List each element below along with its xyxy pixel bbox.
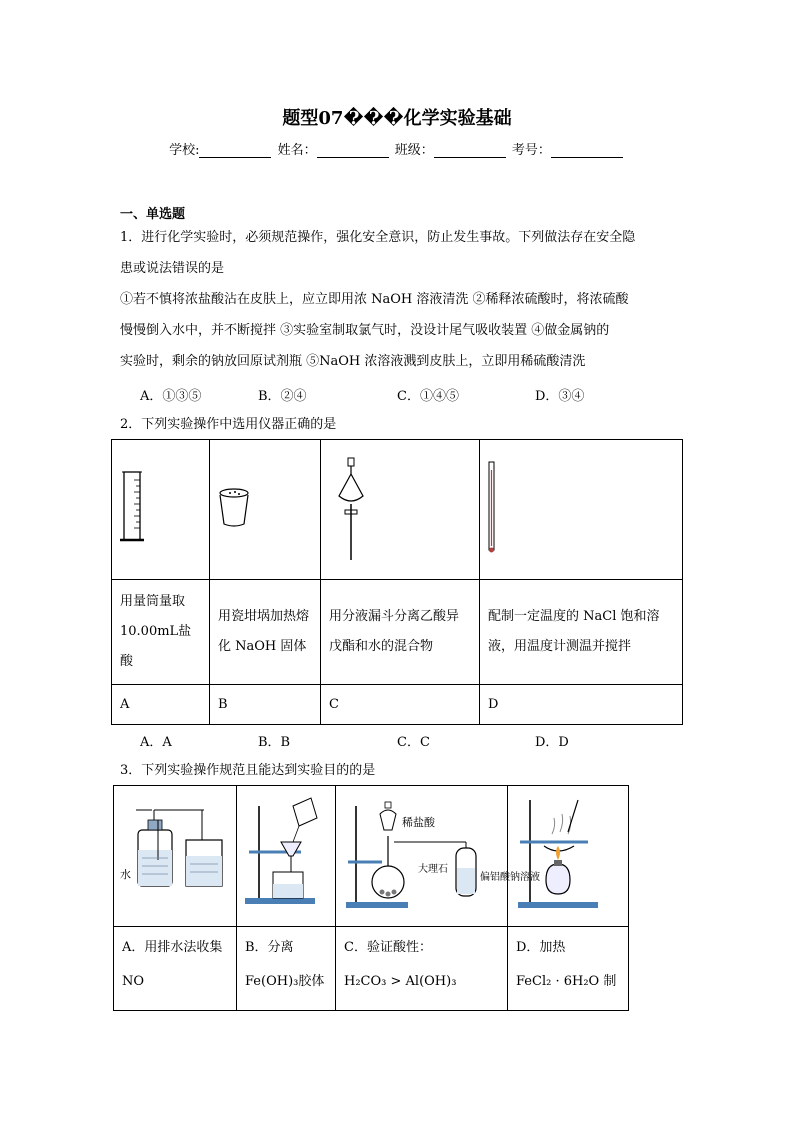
q2-label-c: C bbox=[321, 685, 480, 725]
school-label: 学校: bbox=[169, 143, 200, 158]
q1-stem-line2: 患或说法错误的是 bbox=[120, 261, 225, 276]
q1-body-line2: 慢慢倒入水中，并不断搅拌 ③实验室制取氯气时，没设计尾气吸收装置 ④做金属钠的 bbox=[120, 323, 610, 338]
q3-img-a-label: 水 bbox=[120, 868, 131, 881]
q3-caption-d-line2: FeCl₂ · 6H₂O 制 bbox=[516, 974, 617, 989]
q2-label-row bbox=[112, 685, 683, 725]
q2-desc-d: 配制一定温度的 NaCl 饱和溶液，用温度计测温并搅拌 bbox=[480, 580, 683, 685]
crucible-icon bbox=[210, 440, 320, 575]
q2-image-row bbox=[112, 440, 683, 580]
q1-stem-line1: 1．进行化学实验时，必须规范操作，强化安全意识，防止发生事故。下列做法存在安全隐 bbox=[120, 230, 636, 245]
gas-collection-apparatus-icon bbox=[114, 786, 236, 922]
q3-img-c-label3: 偏铝酸钠溶液 bbox=[480, 872, 540, 883]
q2-img-b bbox=[210, 440, 321, 580]
q3-caption-a: A．用排水法收集NO bbox=[114, 927, 237, 1011]
q2-img-a bbox=[112, 440, 210, 580]
thermometer-icon bbox=[480, 440, 680, 575]
acid-strength-apparatus-icon bbox=[336, 786, 540, 922]
q3-caption-b-line2: Fe(OH)₃胶体 bbox=[245, 974, 325, 989]
q2-option-c[interactable]: C．C bbox=[397, 735, 430, 750]
q3-img-d bbox=[508, 786, 629, 927]
separatory-funnel-icon bbox=[321, 440, 479, 575]
q2-option-d[interactable]: D．D bbox=[535, 735, 569, 750]
name-blank bbox=[317, 143, 389, 158]
school-blank bbox=[199, 143, 271, 158]
q2-label-d: D bbox=[480, 685, 683, 725]
exam-no-blank bbox=[551, 143, 623, 158]
q3-caption-b bbox=[237, 927, 336, 1011]
q3-img-c bbox=[336, 786, 540, 927]
q3-image-row bbox=[114, 786, 629, 927]
q3-img-c-label2: 大理石 bbox=[418, 864, 448, 875]
page-title: 题型07���化学实验基础 bbox=[282, 108, 512, 129]
q2-table bbox=[111, 439, 683, 725]
q2-desc-b: 用瓷坩埚加热熔化 NaOH 固体 bbox=[210, 580, 321, 685]
q3-img-c-label1: 稀盐酸 bbox=[402, 816, 435, 829]
q2-label-b: B bbox=[210, 685, 321, 725]
filtration-apparatus-icon bbox=[237, 786, 335, 922]
q1-option-b[interactable]: B．②④ bbox=[258, 389, 307, 404]
q2-option-b[interactable]: B．B bbox=[258, 735, 291, 750]
q3-table bbox=[113, 785, 629, 1011]
q1-body-line3: 实验时，剩余的钠放回原试剂瓶 ⑤NaOH 浓溶液溅到皮肤上，立即用稀硫酸清洗 bbox=[120, 354, 586, 369]
q1-body-line1: ①若不慎将浓盐酸沾在皮肤上，应立即用浓 NaOH 溶液清洗 ②稀释浓硫酸时，将浓硫酸 bbox=[120, 292, 629, 307]
section-title: 一、单选题 bbox=[120, 207, 186, 222]
q2-img-d bbox=[480, 440, 683, 580]
q3-caption-d-line1: D．加热 bbox=[516, 940, 566, 955]
q2-img-c bbox=[321, 440, 480, 580]
q1-option-a[interactable]: A．①③⑤ bbox=[140, 389, 202, 404]
q2-label-a: A bbox=[112, 685, 210, 725]
q3-caption-c bbox=[336, 927, 508, 1011]
class-label: 班级： bbox=[394, 143, 434, 158]
exam-no-label: 考号： bbox=[511, 143, 551, 158]
q2-stem: 2．下列实验操作中选用仪器正确的是 bbox=[120, 417, 337, 432]
q1-option-c[interactable]: C．①④⑤ bbox=[397, 389, 459, 404]
class-blank bbox=[434, 143, 506, 158]
q3-caption-c-line2: H₂CO₃ > Al(OH)₃ bbox=[344, 974, 457, 989]
graduated-cylinder-icon bbox=[112, 440, 209, 575]
name-label: 姓名： bbox=[277, 143, 317, 158]
q3-caption-c-line1: C．验证酸性： bbox=[344, 940, 432, 955]
q3-caption-b-line1: B．分离 bbox=[245, 940, 294, 955]
q3-stem: 3．下列实验操作规范且能达到实验目的的是 bbox=[120, 763, 376, 778]
q2-option-a[interactable]: A．A bbox=[140, 735, 172, 750]
q2-desc-c: 用分液漏斗分离乙酸异戊酯和水的混合物 bbox=[321, 580, 480, 685]
student-info-line bbox=[0, 139, 794, 158]
q2-desc-a: 用量筒量取10.00mL盐酸 bbox=[112, 580, 210, 685]
q3-img-a bbox=[114, 786, 237, 927]
q3-caption-row bbox=[114, 927, 629, 1011]
q3-img-b bbox=[237, 786, 336, 927]
q3-caption-d bbox=[508, 927, 629, 1011]
q1-option-d[interactable]: D．③④ bbox=[535, 389, 585, 404]
heating-apparatus-icon bbox=[508, 786, 628, 922]
q2-desc-row bbox=[112, 580, 683, 685]
